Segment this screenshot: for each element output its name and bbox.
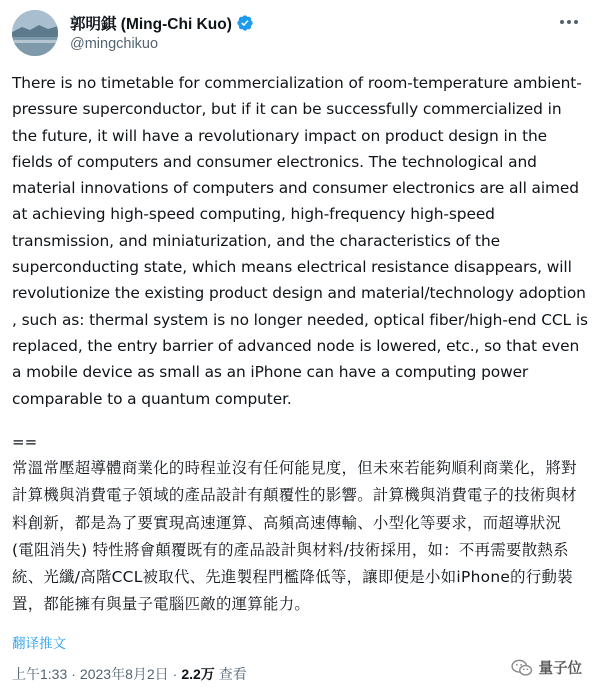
tweet-meta: [12, 664, 247, 684]
views-count: 2.2万: [181, 666, 215, 682]
display-name-row: [70, 12, 254, 34]
more-horizontal-icon: [559, 19, 579, 25]
tweet-time[interactable]: 上午1:33: [12, 666, 68, 682]
tweet-date[interactable]: 2023年8月2日: [79, 666, 169, 682]
avatar[interactable]: [12, 10, 58, 56]
tweet-header: [12, 10, 588, 58]
views-label[interactable]: 查看: [218, 666, 247, 682]
landscape-avatar-icon: [12, 10, 58, 56]
more-options-button[interactable]: [556, 12, 582, 32]
text-separator: ==: [12, 433, 38, 451]
meta-dot: ·: [71, 666, 76, 682]
display-name[interactable]: 郭明錤 (Ming-Chi Kuo): [70, 16, 232, 33]
verified-badge-icon: [236, 14, 254, 32]
meta-dot: ·: [172, 666, 178, 682]
name-block: [70, 12, 254, 52]
watermark: [511, 657, 583, 678]
watermark-text: 量子位: [538, 661, 582, 677]
handle[interactable]: @mingchikuo: [70, 36, 159, 52]
wechat-icon: [511, 659, 533, 677]
translate-tweet-link[interactable]: 翻译推文: [12, 636, 66, 651]
tweet-text-chinese: 常溫常壓超導體商業化的時程並沒有任何能見度，但未來若能夠順利商業化，將對計算機與消費電子領域的產品設計有顛覆性的影響。計算機與消費電子的技術與材料創新，都是為了要實現高速運算、高頻高速傳輸、小型化等要求，而超導狀況 (電阻消失) 特性將會顛覆既有的產品設計與材料/技術採用，如：不再需要散熱系統、光纖/高階CCL被取代、先進製程門檻降低等，讓即便是小如iPhone的行動裝置，都能擁有與量子電腦匹敵的運算能力。: [12, 459, 577, 614]
tweet-text-english: There is no timetable for commercialization of room-temperature ambient-pressure superconductor, but if it can be successfully commercialized in the future, it will have a revolutionary impact on product design in the fields of computers and consumer electronics. The technological and material innovations of computers and consumer electronics are all aimed at achieving high-speed computing, high-frequency high-speed transmission, and miniaturization, and the characteristics of the superconducting state, which means electrical resistance disappears, will revolutionize the existing product design and material/technology adoption , such as: thermal system is no longer needed, optical fiber/high-end CCL is replaced, the entry barrier of advanced node is lowered, etc., so that even a mobile device as small as an iPhone can have a computing power comparable to a quantum computer.: [12, 74, 588, 408]
